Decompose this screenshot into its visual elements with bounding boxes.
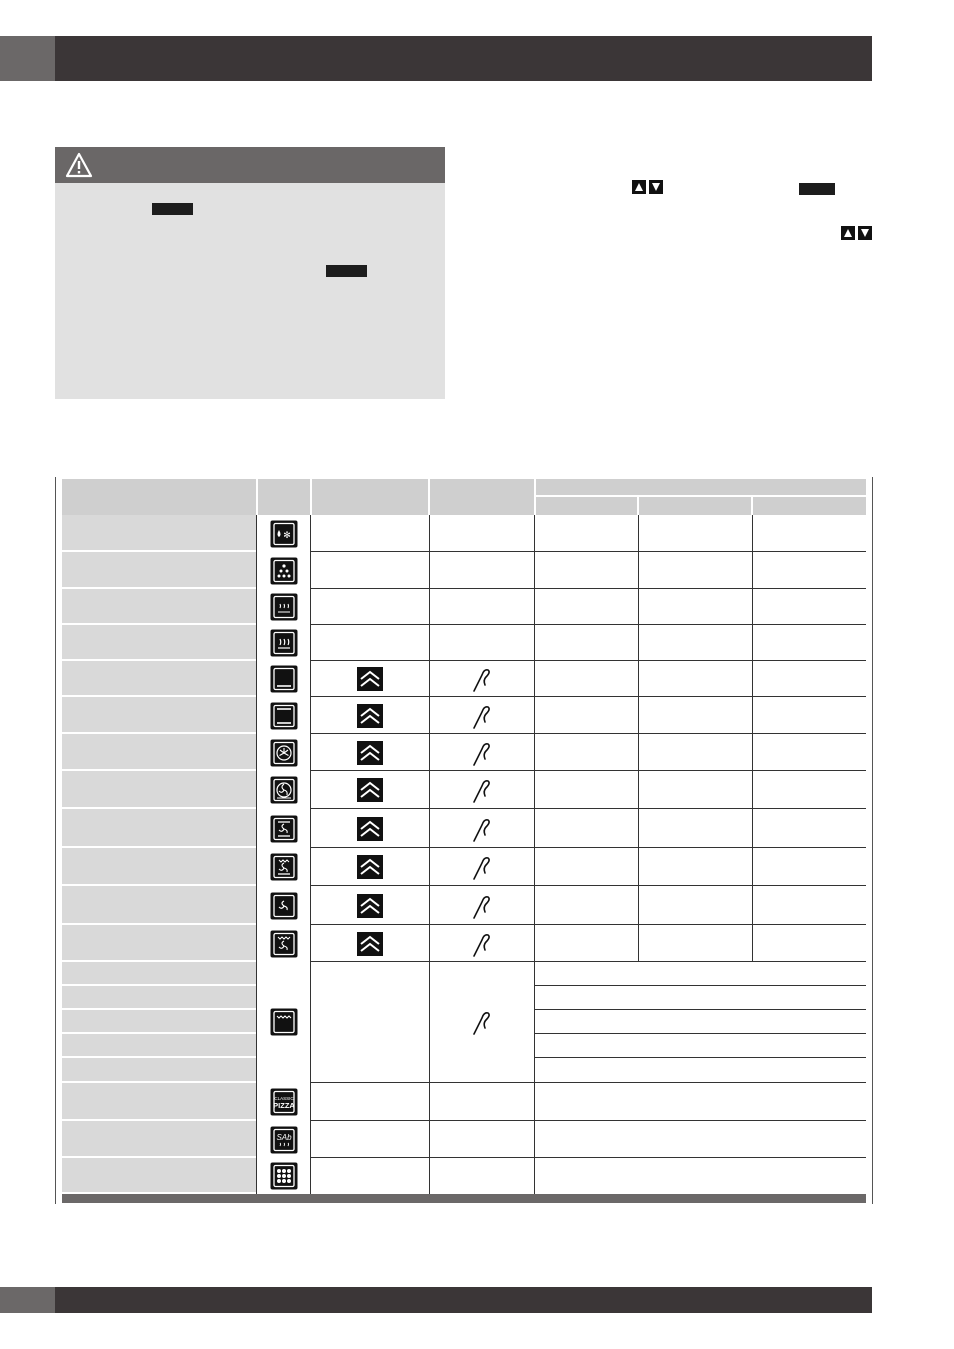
row-divider [311, 924, 866, 925]
function-label-cell [62, 1034, 256, 1056]
function-label-cell [62, 734, 256, 769]
fast-preheat-chevron-icon [357, 817, 383, 841]
table-header-cell [62, 479, 256, 515]
column-divider [310, 886, 311, 925]
grill-icon [270, 1008, 298, 1036]
column-divider [256, 1083, 257, 1121]
row-divider [311, 1120, 866, 1121]
column-divider [256, 1121, 257, 1158]
row-divider [311, 808, 866, 809]
fast-preheat-chevron-icon [357, 778, 383, 802]
fan-forced-icon [270, 776, 298, 804]
meat-probe-icon [471, 930, 493, 958]
column-divider [256, 661, 257, 697]
table-header-cell [258, 479, 310, 515]
down-arrow-key-icon [858, 226, 872, 240]
column-divider [534, 771, 535, 809]
fast-preheat-chevron-icon [357, 855, 383, 879]
column-divider [310, 515, 311, 552]
column-divider [534, 1083, 535, 1121]
column-divider [534, 886, 535, 925]
meat-probe-icon [471, 853, 493, 881]
up-arrow-key-icon [841, 226, 855, 240]
header-bar [55, 36, 872, 81]
function-label-cell [62, 552, 256, 587]
meat-probe-icon [471, 815, 493, 843]
sabbath-icon [270, 1126, 298, 1154]
column-divider [534, 1158, 535, 1194]
column-divider [256, 962, 257, 1083]
function-label-cell [62, 848, 256, 884]
svg-text:SAb: SAb [276, 1132, 292, 1142]
column-divider [752, 734, 753, 771]
column-divider [429, 809, 430, 848]
column-divider [256, 848, 257, 886]
display-label-block [326, 265, 367, 277]
column-divider [429, 925, 430, 962]
fan-top-bottom-icon [270, 853, 298, 881]
row-divider [311, 551, 866, 552]
function-label-cell [62, 771, 256, 807]
column-divider [429, 515, 430, 552]
function-label-cell [62, 809, 256, 846]
row-divider [311, 1157, 866, 1158]
column-divider [638, 661, 639, 697]
column-divider [256, 809, 257, 848]
display-label-block [799, 183, 835, 195]
column-divider [256, 734, 257, 771]
table-header-cell [753, 497, 866, 515]
column-divider [638, 848, 639, 886]
function-label-cell [62, 1083, 256, 1119]
column-divider [256, 886, 257, 925]
column-divider [256, 515, 257, 552]
function-label-cell [62, 962, 256, 984]
table-header-cell [536, 479, 866, 495]
column-divider [752, 661, 753, 697]
row-divider [311, 624, 866, 625]
function-label-cell [62, 925, 256, 960]
meat-probe-icon [471, 665, 493, 693]
column-divider [534, 515, 535, 552]
column-divider [256, 925, 257, 962]
meat-probe-icon [471, 776, 493, 804]
function-label-cell [62, 625, 256, 659]
column-divider [638, 771, 639, 809]
fan-ring-icon [270, 739, 298, 767]
column-divider [534, 697, 535, 734]
column-divider [310, 734, 311, 771]
function-label-cell [62, 515, 256, 550]
column-divider [310, 661, 311, 697]
row-divider [311, 733, 866, 734]
row-divider [311, 885, 866, 886]
column-divider [638, 886, 639, 925]
column-divider [310, 1121, 311, 1158]
column-divider [429, 734, 430, 771]
column-divider [534, 625, 535, 661]
plate-warming-icon [270, 629, 298, 657]
column-divider [429, 697, 430, 734]
column-divider [429, 1121, 430, 1158]
column-divider [638, 734, 639, 771]
column-divider [638, 925, 639, 962]
table-header-cell [312, 479, 428, 515]
column-divider [638, 552, 639, 589]
function-label-cell [62, 1010, 256, 1032]
function-label-cell [62, 1121, 256, 1156]
function-label-cell [62, 886, 256, 923]
defrost-time-icon [270, 520, 298, 548]
defrost-weight-icon [270, 557, 298, 585]
row-divider [311, 588, 866, 589]
column-divider [752, 771, 753, 809]
column-divider [310, 1158, 311, 1194]
column-divider [310, 771, 311, 809]
column-divider [256, 697, 257, 734]
row-divider [311, 961, 866, 962]
fast-preheat-chevron-icon [357, 932, 383, 956]
row-divider [535, 1082, 866, 1083]
column-divider [310, 925, 311, 962]
row-divider [311, 660, 866, 661]
column-divider [638, 625, 639, 661]
table-header-cell [430, 479, 534, 515]
column-divider [752, 925, 753, 962]
column-divider [752, 625, 753, 661]
fast-preheat-chevron-icon [357, 704, 383, 728]
function-label-cell [62, 697, 256, 732]
column-divider [752, 589, 753, 625]
column-divider [429, 1083, 430, 1121]
column-divider [534, 925, 535, 962]
column-divider [256, 771, 257, 809]
up-arrow-key-icon [632, 180, 646, 194]
table-header-cell [639, 497, 751, 515]
top-heat-icon [270, 702, 298, 730]
row-divider [311, 696, 866, 697]
warning-header [55, 147, 445, 183]
classic-pizza-icon [270, 1088, 298, 1116]
column-divider [534, 589, 535, 625]
column-divider [638, 515, 639, 552]
function-label-cell [62, 1058, 256, 1081]
fast-preheat-chevron-icon [357, 741, 383, 765]
column-divider [534, 848, 535, 886]
meat-probe-icon [471, 739, 493, 767]
row-divider [535, 1057, 866, 1058]
table-bottom-bar [62, 1194, 866, 1203]
meat-probe-icon [471, 1008, 493, 1036]
column-divider [752, 515, 753, 552]
column-divider [310, 552, 311, 589]
column-divider [310, 848, 311, 886]
column-divider [256, 625, 257, 661]
display-label-block [152, 203, 193, 215]
conventional-top-bottom-icon [270, 665, 298, 693]
column-divider [429, 589, 430, 625]
column-divider [310, 1083, 311, 1121]
column-divider [534, 661, 535, 697]
fast-preheat-chevron-icon [357, 667, 383, 691]
fast-preheat-chevron-icon [357, 894, 383, 918]
column-divider [256, 589, 257, 625]
column-divider [534, 1121, 535, 1158]
column-divider [638, 697, 639, 734]
fan-grill-wave-icon [270, 930, 298, 958]
column-divider [534, 962, 535, 1083]
header-divider [536, 495, 866, 497]
column-divider [752, 886, 753, 925]
column-divider [256, 552, 257, 589]
row-divider [311, 770, 866, 771]
column-divider [752, 552, 753, 589]
column-divider [310, 697, 311, 734]
fan-bottom-icon [270, 815, 298, 843]
footer-bar [55, 1287, 872, 1313]
column-divider [256, 1158, 257, 1194]
footer-side-block [0, 1287, 55, 1313]
column-divider [310, 625, 311, 661]
column-divider [429, 886, 430, 925]
meat-probe-icon [471, 892, 493, 920]
row-divider [535, 1033, 866, 1034]
column-divider [534, 809, 535, 848]
column-divider [638, 589, 639, 625]
svg-text:PIZZA: PIZZA [273, 1101, 295, 1110]
row-divider [311, 847, 866, 848]
row-divider [535, 1009, 866, 1010]
table-header-cell [536, 497, 637, 515]
column-divider [429, 771, 430, 809]
column-divider [310, 962, 311, 1083]
svg-text:CLASSIC: CLASSIC [274, 1096, 294, 1101]
function-label-cell [62, 986, 256, 1008]
warning-panel [55, 147, 445, 399]
meat-probe-icon [471, 702, 493, 730]
function-label-cell [62, 661, 256, 695]
column-divider [752, 809, 753, 848]
column-divider [429, 625, 430, 661]
column-divider [310, 589, 311, 625]
column-divider [752, 848, 753, 886]
warning-triangle-icon [65, 152, 93, 178]
column-divider [310, 809, 311, 848]
header-side-block [0, 36, 55, 81]
svg-text:✻: ✻ [283, 530, 291, 541]
column-divider [534, 552, 535, 589]
row-divider [535, 985, 866, 986]
column-divider [638, 809, 639, 848]
menu-programs-icon [270, 1162, 298, 1190]
column-divider [429, 552, 430, 589]
fan-grill-icon [270, 892, 298, 920]
keep-warm-icon [270, 593, 298, 621]
column-divider [429, 848, 430, 886]
function-label-cell [62, 1158, 256, 1192]
column-divider [534, 734, 535, 771]
down-arrow-key-icon [649, 180, 663, 194]
function-label-cell [62, 589, 256, 623]
row-divider [311, 1082, 535, 1083]
column-divider [429, 1158, 430, 1194]
column-divider [429, 962, 430, 1083]
column-divider [752, 697, 753, 734]
column-divider [429, 661, 430, 697]
